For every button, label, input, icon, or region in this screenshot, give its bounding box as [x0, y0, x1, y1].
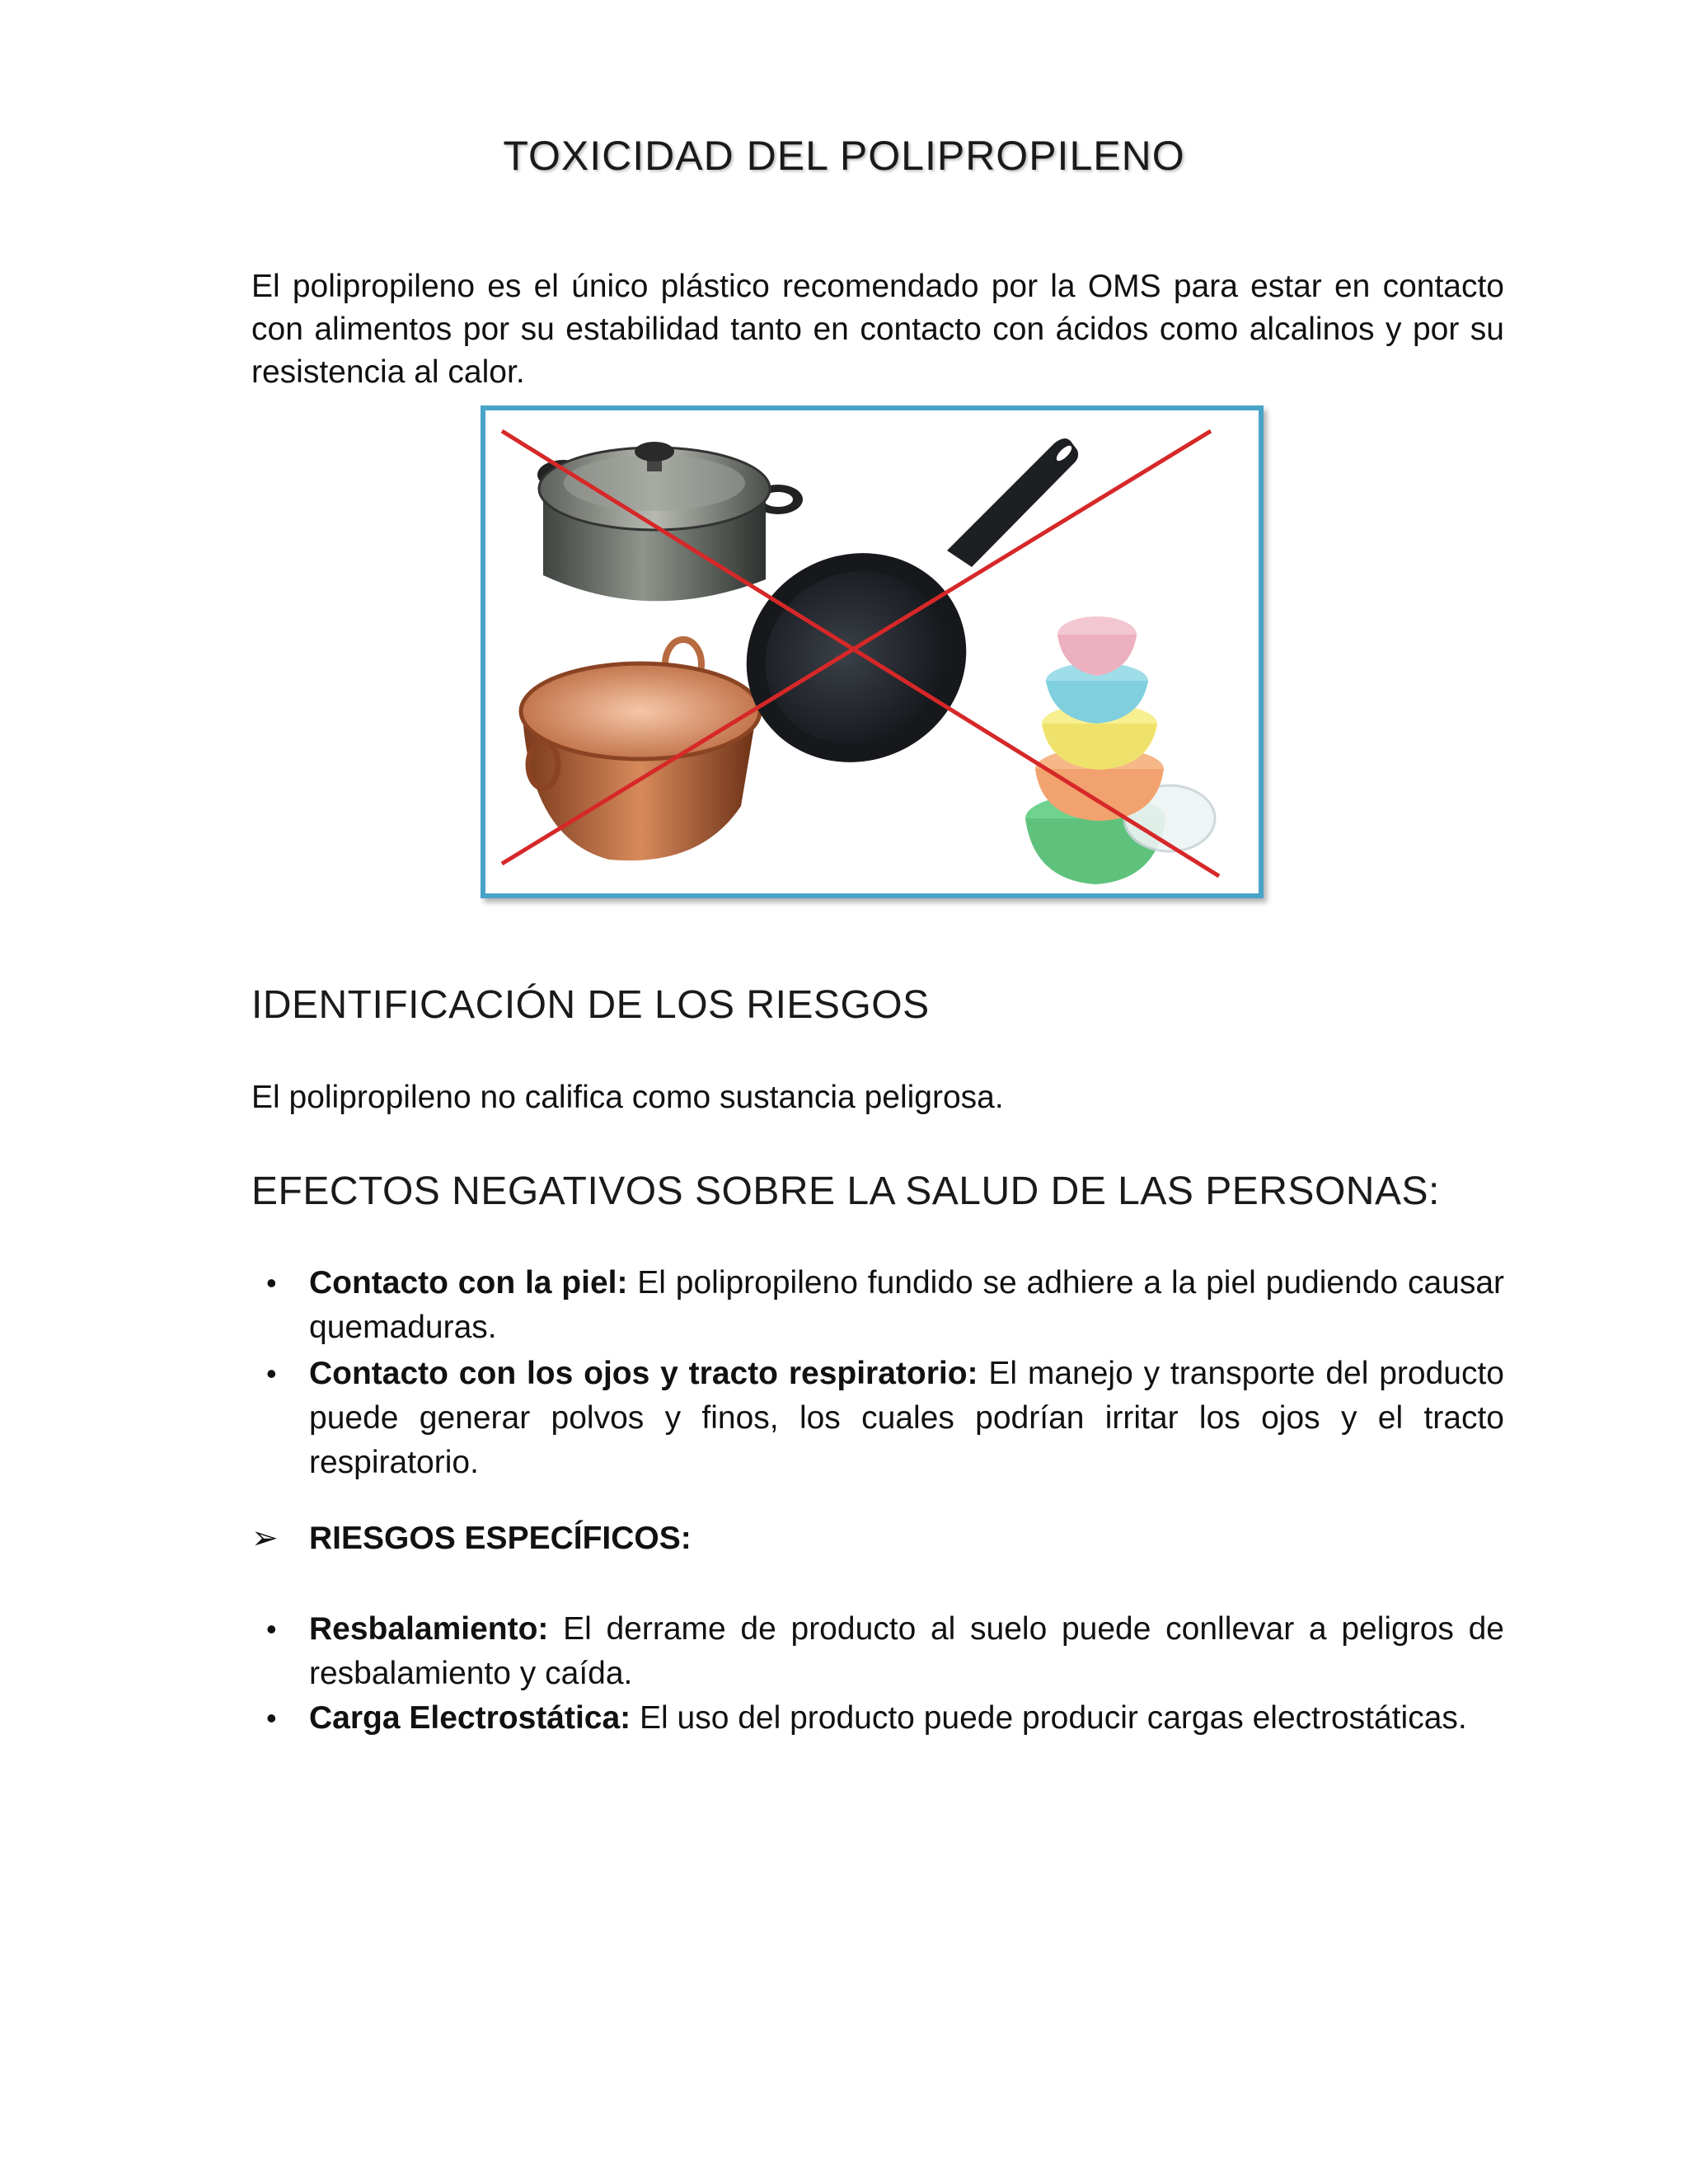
arrow-bullet-icon: ➢ [251, 1521, 279, 1556]
efectos-list [251, 1261, 1504, 1485]
riesgos-especificos-heading [251, 1516, 692, 1561]
item-label: Contacto con la piel: [309, 1265, 628, 1301]
item-label: Contacto con los ojos y tracto respiratorio: [309, 1356, 978, 1391]
item-label: Resbalamiento: [309, 1611, 549, 1647]
metal-pot-icon [537, 442, 803, 601]
page-title: TOXICIDAD DEL POLIPROPILENO [503, 133, 1185, 179]
list-item [251, 1696, 1504, 1741]
item-text: El polipropileno fundido se adhiere a la piel pudiendo causar quemaduras. [309, 1265, 1504, 1345]
list-item [251, 1607, 1504, 1696]
section-heading-identificacion: IDENTIFICACIÓN DE LOS RIESGOS [251, 983, 930, 1027]
cookware-figure [481, 405, 1264, 898]
item-text: El uso del producto puede producir cargas electrostáticas. [631, 1700, 1467, 1736]
item-text: El derrame de producto al suelo puede conllevar a peligros de resbalamiento y caída. [309, 1611, 1504, 1691]
copper-pot-icon [521, 640, 760, 860]
bullet-icon: • [266, 1612, 277, 1646]
item-label: Carga Electrostática: [309, 1700, 631, 1736]
item-text: El manejo y transporte del producto puede generar polvos y finos, los cuales podrían irritar los ojos y el tracto respiratorio. [309, 1356, 1504, 1480]
bullet-icon: • [266, 1701, 277, 1735]
bullet-icon: • [266, 1266, 277, 1300]
list-item [251, 1352, 1504, 1485]
section-heading-efectos: EFECTOS NEGATIVOS SOBRE LA SALUD DE LAS PERSONAS: [251, 1169, 1440, 1213]
bullet-icon: • [266, 1357, 277, 1390]
riesgos-especificos-label: RIESGOS ESPECÍFICOS: [309, 1521, 692, 1556]
riesgos-list [251, 1607, 1504, 1741]
list-item [251, 1261, 1504, 1350]
intro-paragraph: El polipropileno es el único plástico recomendado por la OMS para estar en contacto con alimentos por su estabilidad tanto en contacto con ácidos como alcalinos y por su resistencia al calor. [251, 269, 1504, 390]
identificacion-text: El polipropileno no califica como sustancia peligrosa. [251, 1080, 1004, 1115]
plastic-bowls-icon [1025, 616, 1215, 884]
